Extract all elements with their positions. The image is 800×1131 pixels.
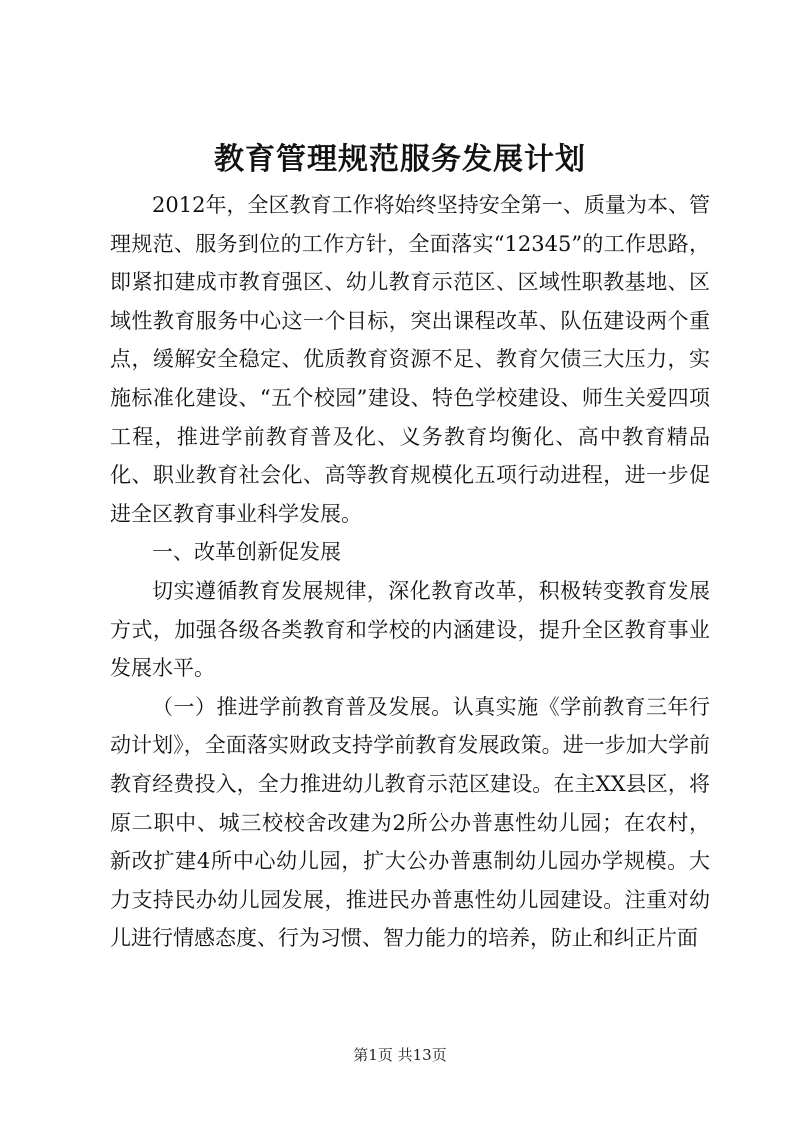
paragraph-preschool: （一）推进学前教育普及发展。认真实施《学前教育三年行动计划》，全面落实财政支持学前教育发展政策。进一步加大学前教育经费投入，全力推进幼儿教育示范区建设。在主XX县区，将原二职中、城三校校舍改建为2所公办普惠性幼儿园；在农村，新改扩建4所中心幼儿园，扩大公办普惠制幼儿园办学规模。大力支持民办幼儿园发展，推进民办普惠性幼儿园建设。注重对幼儿进行情感态度、行为习惯、智力能力的培养，防止和纠正片面 xyxy=(110,694,710,951)
document-body xyxy=(110,186,710,958)
paragraph-intro: 2012年，全区教育工作将始终坚持安全第一、质量为本、管理规范、服务到位的工作方针，全面落实“12345”的工作思路，即紧扣建成市教育强区、幼儿教育示范区、区域性职教基地、区域性教育服务中心这一个目标，突出课程改革、队伍建设两个重点，缓解安全稳定、优质教育资源不足、教育欠债三大压力，实施标准化建设、“五个校园”建设、特色学校建设、师生关爱四项工程，推进学前教育普及化、义务教育均衡化、高中教育精品化、职业教育社会化、高等教育规模化五项行动进程，进一步促进全区教育事业科学发展。 xyxy=(110,193,710,526)
document-title: 教育管理规范服务发展计划 xyxy=(214,142,586,177)
section-heading: 一、改革创新促发展 xyxy=(152,540,341,565)
page-number: 第1页 共13页 xyxy=(353,1046,447,1064)
paragraph-section-intro: 切实遵循教育发展规律，深化教育改革，积极转变教育发展方式，加强各级各类教育和学校的内涵建设，提升全区教育事业发展水平。 xyxy=(110,578,710,681)
